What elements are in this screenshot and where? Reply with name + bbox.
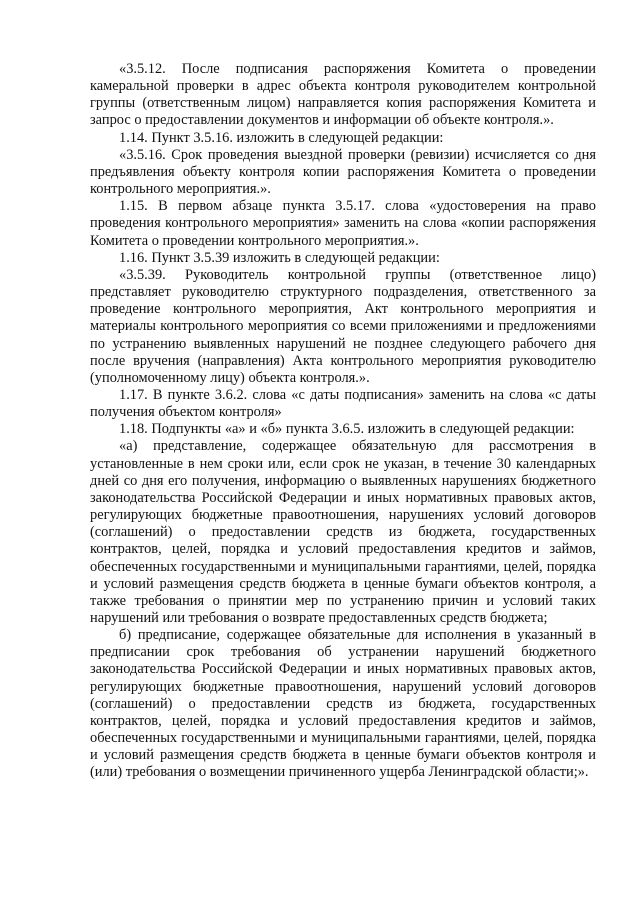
paragraph-1-18: 1.18. Подпункты «а» и «б» пункта 3.6.5. изложить в следующей редакции:	[119, 421, 575, 438]
paragraph-3-5-16-text: «3.5.16. Срок проведения выездной проверки (ревизии) исчисляется со дня предъявления объекту контроля копии распоряжения Комитета о проведении контрольного мероприятия.».	[90, 146, 596, 198]
paragraph-1-16: 1.16. Пункт 3.5.39 изложить в следующей редакции:	[119, 249, 440, 266]
paragraph-3-5-39-text: «3.5.39. Руководитель контрольной группы (ответственное лицо) представляет руководителю структурного подразделения, ответственного за проведение контрольного мероприятия, Акт контрольного мероприятия и материалы контрольного мероприятия со всеми приложениями и предложениями по устранению выявленных нарушений не позднее следующего рабочего дня после вручения (направления) Акта контрольного мероприятия руководителю (уполномоченному лицу) объекта контроля.».	[90, 266, 596, 386]
paragraph-1-17: 1.17. В пункте 3.6.2. слова «с даты подписания» заменить на слова «с даты получения объектом контроля»	[90, 386, 596, 421]
subparagraph-a-text: «а) представление, содержащее обязательную для рассмотрения в установленные в нем сроки или, если срок не указан, в течение 30 календарных дней со дня его получения, информацию о выявленных нарушениях бюджетного законодательства Российской Федерации и иных нормативных правовых актов, регулирующих бюджетные правоотношения, нарушениях условий договоров (соглашений) о предоставлении средств из бюджета, государственных контрактов, целей, порядка и условий предоставления кредитов и займов, обеспеченных государственными и муниципальными гарантиями, целей, порядка и условий размещения средств бюджета в ценные бумаги объектов контроля, а также требования о принятии мер по устранению причин и условий таких нарушений или требования о возврате предоставленных средств бюджета;	[90, 438, 596, 626]
subparagraph-b-text: б) предписание, содержащее обязательные для исполнения в указанный в предписании срок требования об устранении нарушений бюджетного законодательства Российской Федерации и иных нормативных правовых актов, регулирующих бюджетные правоотношения, нарушений условий договоров (соглашений) о предоставлении средств из бюджета, государственных контрактов, целей, порядка и условий предоставления кредитов и займов, обеспеченных государственными и муниципальными гарантиями, целей, порядка и условий размещения средств бюджета в ценные бумаги объектов контроля и (или) требования о возмещении причиненного ущерба Ленинградской области;».	[90, 627, 596, 781]
paragraph-1-14: 1.14. Пункт 3.5.16. изложить в следующей редакции:	[119, 129, 444, 146]
paragraph-3-5-12-text: «3.5.12. После подписания распоряжения Комитета о проведении камеральной проверки в адрес объекта контроля руководителем контрольной группы (ответственным лицом) направляется копия распоряжения Комитета и запрос о предоставлении документов и информации об объекте контроля.».	[90, 61, 596, 129]
document-page	[90, 61, 596, 782]
paragraph-1-15: 1.15. В первом абзаце пункта 3.5.17. слова «удостоверения на право проведения контрольного мероприятия» заменить на слова «копии распоряжения Комитета о проведении контрольного мероприятия.».	[90, 198, 596, 249]
